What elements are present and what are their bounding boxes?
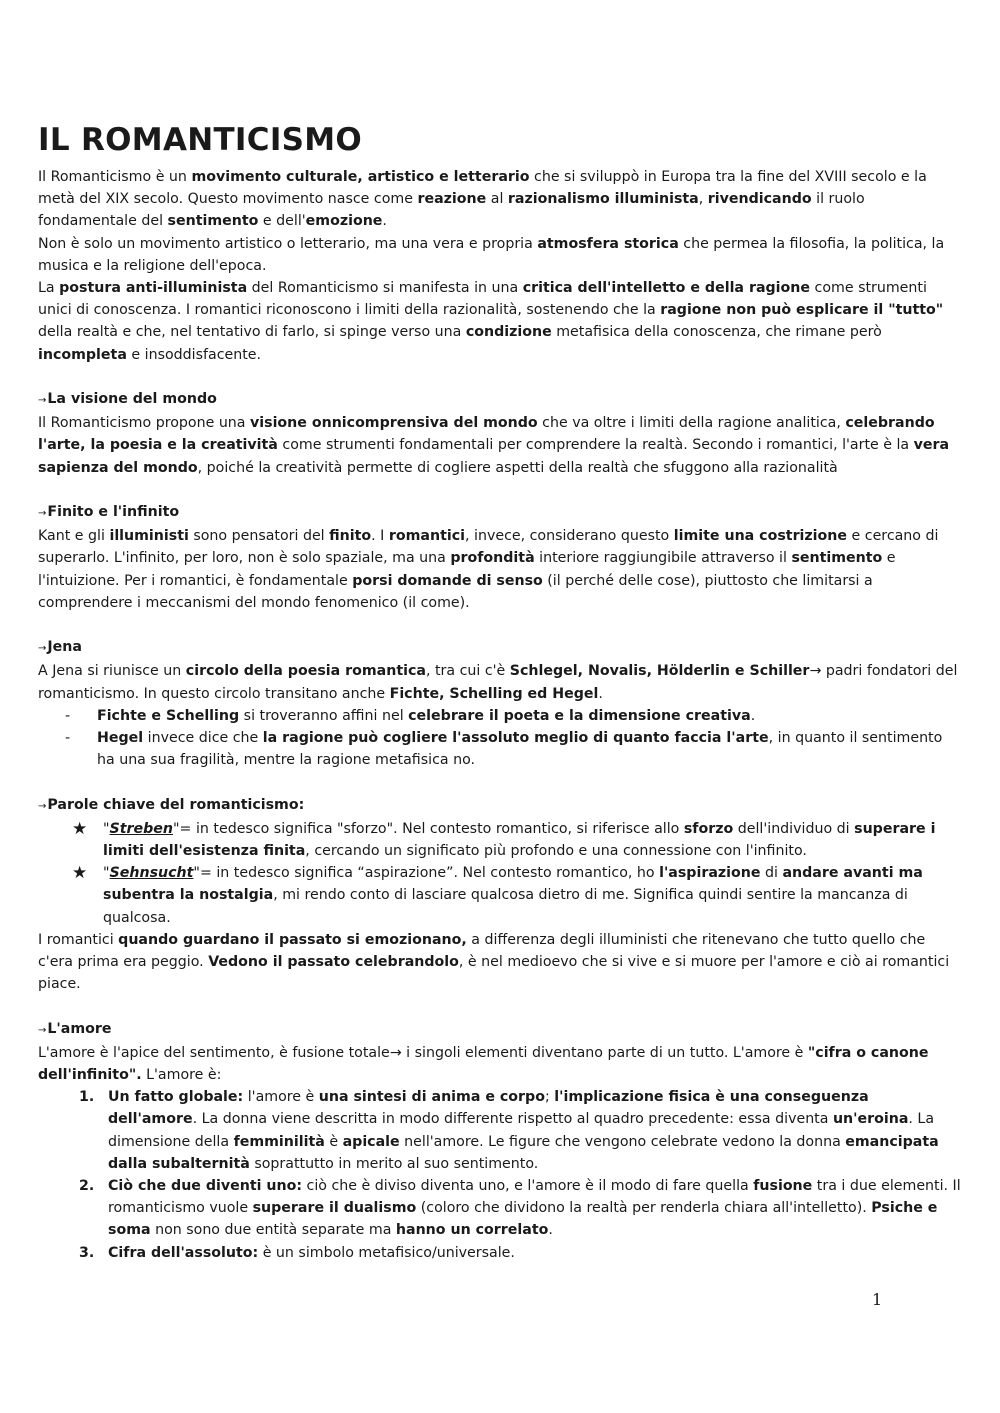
arrow-icon: →: [38, 508, 47, 520]
list-item: 2. Ciò che due diventi uno: ciò che è diviso diventa uno, e l'amore è il modo di fare quella fusione tra i due elementi. Il romanticismo vuole superare il dualismo (coloro che dividono la realtà per renderla chiara all'intelletto). Psiche e soma non sono due entità separate ma hanno un correlato.: [79, 1178, 961, 1239]
section-heading-jena: →Jena: [38, 639, 82, 656]
list-item: 1. Un fatto globale: l'amore è una sintesi di anima e corpo; l'implicazione fisica è una conseguenza dell'amore. La donna viene descritta in modo differente rispetto al quadro precedente: essa diventa un'eroina. La dimensione della femminilità è apicale nell'amore. Le figure che vengono celebrate vedono la donna emancipata dalla subalternità soprattutto in merito al suo sentimento.: [79, 1089, 939, 1172]
amore-paragraph: L'amore è l'apice del sentimento, è fusione totale→ i singoli elementi diventano parte di un tutto. L'amore è "cifra o canone dell'infinito". L'amore è:: [38, 1044, 929, 1084]
section-heading-amore: →L'amore: [38, 1020, 112, 1037]
parole-paragraph: I romantici quando guardano il passato si emozionano, a differenza degli illuministi che ritenevano che tutto quello che c'era prima era peggio. Vedono il passato celebrandolo, è nel medioevo che si vive e si muore per l'amore e ciò ai romantici piace.: [38, 931, 950, 993]
section-heading-finito: →Finito e l'infinito: [38, 504, 180, 521]
arrow-icon: →: [38, 1024, 47, 1036]
keyword-term: Sehnsucht: [109, 865, 194, 882]
list-item: ★ "Streben"= in tedesco significa "sforzo". Nel contesto romantico, si riferisce allo sforzo dell'individuo di superare i limiti dell'esistenza finita, cercando un significato più profondo e una connessione con l'infinito.: [72, 818, 936, 860]
section-heading-visione: →La visione del mondo: [38, 391, 217, 408]
page-number: 1: [872, 1290, 883, 1309]
arrow-icon: →: [38, 800, 47, 812]
finito-paragraph: Kant e gli illuministi sono pensatori del finito. I romantici, invece, considerano questo limite una costrizione e cercano di superarlo. L'infinito, per loro, non è solo spaziale, ma una profondità interiore raggiungibile attraverso il sentimento e l'intuizione. Per i romantici, è fondamentale porsi domande di senso (il perché delle cose), piuttosto che limitarsi a comprendere i meccanismi del mondo fenomenico (il come).: [38, 528, 939, 611]
visione-paragraph: Il Romanticismo propone una visione onnicomprensiva del mondo che va oltre i limiti della ragione analitica, celebrando l'arte, la poesia e la creatività come strumenti fondamentali per comprendere la realtà. Secondo i romantici, l'arte è la vera sapienza del mondo, poiché la creatività permette di cogliere aspetti della realtà che sfuggono alla razionalità: [38, 415, 950, 476]
document-page: [38, 118, 962, 1264]
intro-paragraph-3: La postura anti-illuminista del Romanticismo si manifesta in una critica dell'intelletto e della ragione come strumenti unici di conoscenza. I romantici riconoscono i limiti della razionalità, sostenendo che la ragione non può esplicare il "tutto" della realtà e che, nel tentativo di farlo, si spinge verso una condizione metafisica della conoscenza, che rimane però incompleta e insoddisfacente.: [38, 280, 944, 363]
intro-paragraph-1: Il Romanticismo è un movimento culturale, artistico e letterario che si sviluppò in Europa tra la fine del XVIII secolo e la metà del XIX secolo. Questo movimento nasce come reazione al razionalismo illuminista, rivendicando il ruolo fondamentale del sentimento e dell'emozione.: [38, 169, 927, 230]
jena-list: [38, 705, 962, 772]
list-item: - Hegel invece dice che la ragione può cogliere l'assoluto meglio di quanto faccia l'arte, in quanto il sentimento ha una sua fragilità, mentre la ragione metafisica no.: [62, 727, 962, 771]
amore-list: [38, 1086, 962, 1264]
list-item: - Fichte e Schelling si troveranno affini nel celebrare il poeta e la dimensione creativa.: [62, 705, 962, 727]
arrow-icon: →: [38, 643, 47, 655]
keyword-list: [38, 818, 962, 929]
page-title: IL ROMANTICISMO: [38, 122, 363, 158]
arrow-icon: →: [38, 395, 47, 407]
list-item: 3. Cifra dell'assoluto: è un simbolo metafisico/universale.: [79, 1244, 515, 1261]
star-icon: ★: [72, 863, 88, 884]
section-heading-parole: →Parole chiave del romanticismo:: [38, 796, 305, 813]
star-icon: ★: [72, 818, 88, 839]
jena-paragraph: A Jena si riunisce un circolo della poesia romantica, tra cui c'è Schlegel, Novalis, Hölderlin e Schiller→ padri fondatori del romanticismo. In questo circolo transitano anche Fichte, Schelling ed Hegel.: [38, 663, 958, 702]
list-item: ★ "Sehnsucht"= in tedesco significa “aspirazione”. Nel contesto romantico, ho l'aspirazione di andare avanti ma subentra la nostalgia, mi rendo conto di lasciare qualcosa dietro di me. Significa quindi sentire la mancanza di qualcosa.: [72, 863, 923, 926]
intro-paragraph-2: Non è solo un movimento artistico o letterario, ma una vera e propria atmosfera storica che permea la filosofia, la politica, la musica e la religione dell'epoca.: [38, 235, 945, 274]
keyword-term: Streben: [109, 820, 174, 837]
